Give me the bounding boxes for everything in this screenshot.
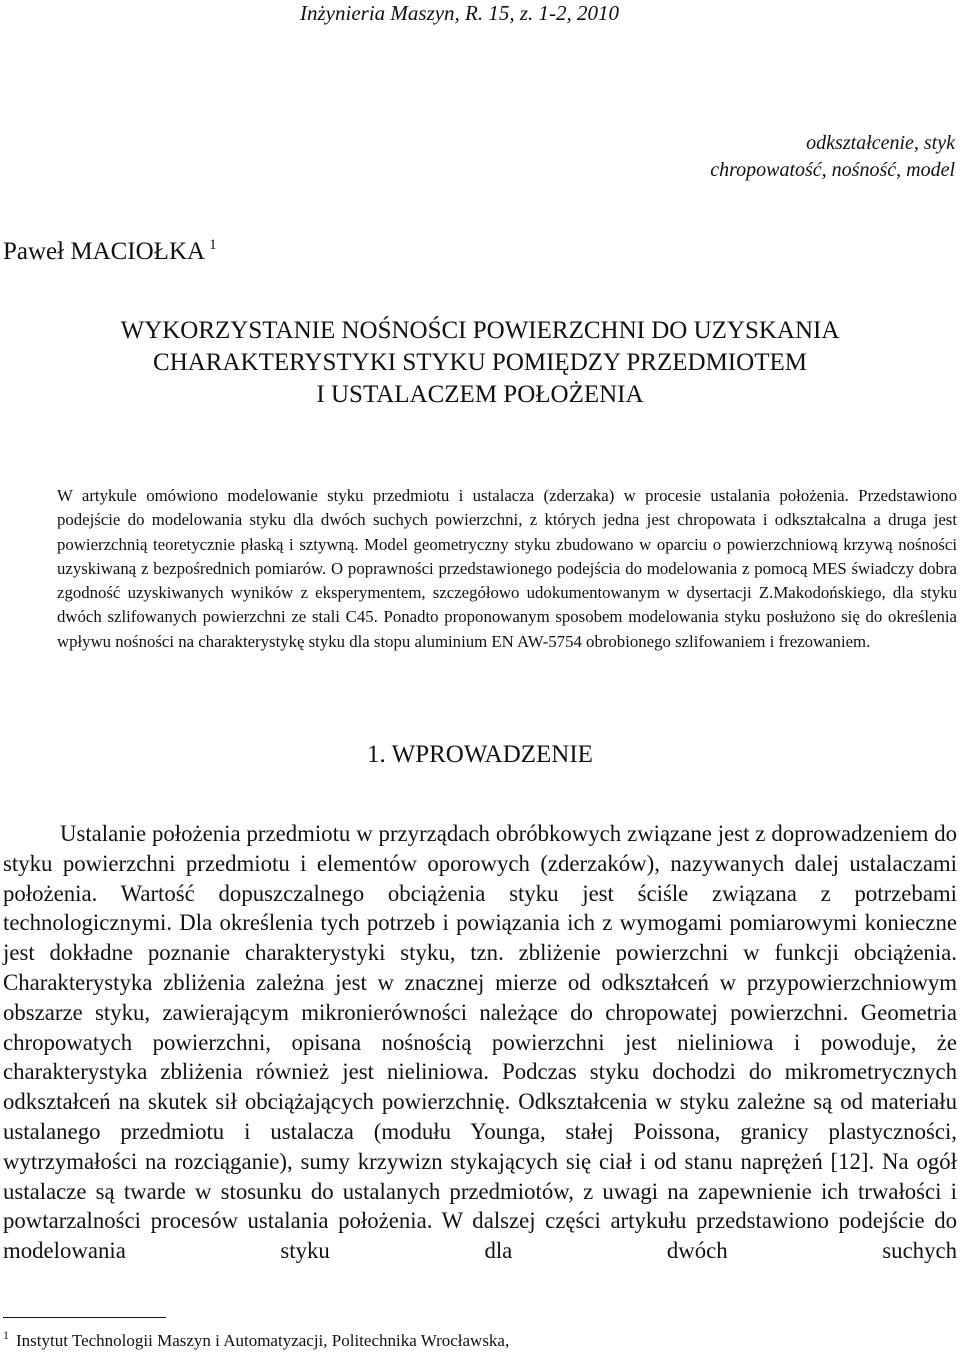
footnote bbox=[3, 1324, 509, 1352]
body-paragraph: Ustalanie położenia przedmiotu w przyrządach obróbkowych związane jest z doprowadzeniem do styku powierzchni przedmiotu i elementów oporowych (zderzaków), nazywanych dalej ustalaczami położenia. Wartość dopuszczalnego obciążenia styku jest ściśle związana z potrzebami technologicznymi. Dla określenia tych potrzeb i powiązania ich z wymogami pomiarowymi konieczne jest dokładne poznanie charakterystyki styku, tzn. zbliżenie powierzchni w funkcji obciążenia. Charakterystyka zbliżenia zależna jest w znacznej mierze od odkształceń w przypowierzchniowym obszarze styku, zawierającym mikronierówności należące do chropowatej powierzchni. Geometria chropowatych powierzchni, opisana nośnością powierzchni jest nieliniowa i powoduje, że charakterystyka zbliżenia również jest nieliniowa. Podczas styku dochodzi do mikrometrycznych odkształceń na skutek sił obciążających powierzchnię. Odkształcenia w styku zależne są od materiału ustalanego przedmiotu i ustalacza (modułu Younga, stałej Poissona, granicy plastyczności, wytrzymałości na rozciąganie), sumy krzywizn stykających się ciał i od stanu naprężeń [12]. Na ogół ustalacze są twarde w stosunku do ustalanych przedmiotów, z uwagi na zapewnienie ich trwałości i powtarzalności procesów ustalania położenia. W dalszej części artykułu przedstawiono podejście do modelowania styku dla dwóch suchych bbox=[3, 821, 957, 1264]
footnote-divider bbox=[3, 1317, 166, 1318]
keywords-line-2: chropowatość, nośność, model bbox=[710, 159, 955, 181]
paper-title bbox=[0, 315, 960, 411]
footnote-text: Instytut Technologii Maszyn i Automatyzacji, Politechnika Wrocławska, bbox=[16, 1331, 510, 1350]
keywords-line-1: odkształcenie, styk bbox=[806, 132, 955, 154]
section-heading: 1. WPROWADZENIE bbox=[367, 741, 593, 768]
title-line-2: CHARAKTERYSTYKI STYKU POMIĘDZY PRZEDMIOTEM bbox=[153, 349, 807, 376]
journal-header: Inżynieria Maszyn, R. 15, z. 1-2, 2010 bbox=[300, 1, 620, 25]
body-text bbox=[3, 819, 957, 1266]
author bbox=[3, 230, 217, 267]
title-line-3: I USTALACZEM POŁOŻENIA bbox=[316, 381, 644, 408]
author-footnote-mark: 1 bbox=[209, 237, 217, 253]
abstract-text: W artykule omówiono modelowanie styku przedmiotu i ustalacza (zderzaka) w procesie ustalania położenia. Przedstawiono podejście do modelowania styku dla dwóch suchych powierzchni, z których jedna jest chropowata i odkształcalna a druga jest powierzchnią teoretycznie płaską i sztywną. Model geometryczny styku zbudowano w oparciu o powierzchniową krzywą nośności uzyskiwaną z bezpośrednich pomiarów. O poprawności przedstawionego podejścia do modelowania z pomocą MES świadczy dobra zgodność uzyskiwanych wyników z eksperymentem, szczegółowo udokumentowanym w dysertacji Z.Makodońskiego, dla styku dwóch szlifowanych powierzchni ze stali C45. Ponadto proponowanym sposobem modelowania styku posłużono się do określenia wpływu nośności na charakterystykę styku dla stopu aluminium EN AW-5754 obrobionego szlifowaniem i frezowaniem. bbox=[57, 486, 957, 651]
title-line-1: WYKORZYSTANIE NOŚNOŚCI POWIERZCHNI DO UZYSKANIA bbox=[120, 317, 840, 344]
keywords bbox=[710, 130, 955, 184]
footnote-mark: 1 bbox=[3, 1328, 9, 1342]
author-name: Paweł MACIOŁKA bbox=[3, 238, 206, 265]
abstract bbox=[57, 484, 957, 654]
